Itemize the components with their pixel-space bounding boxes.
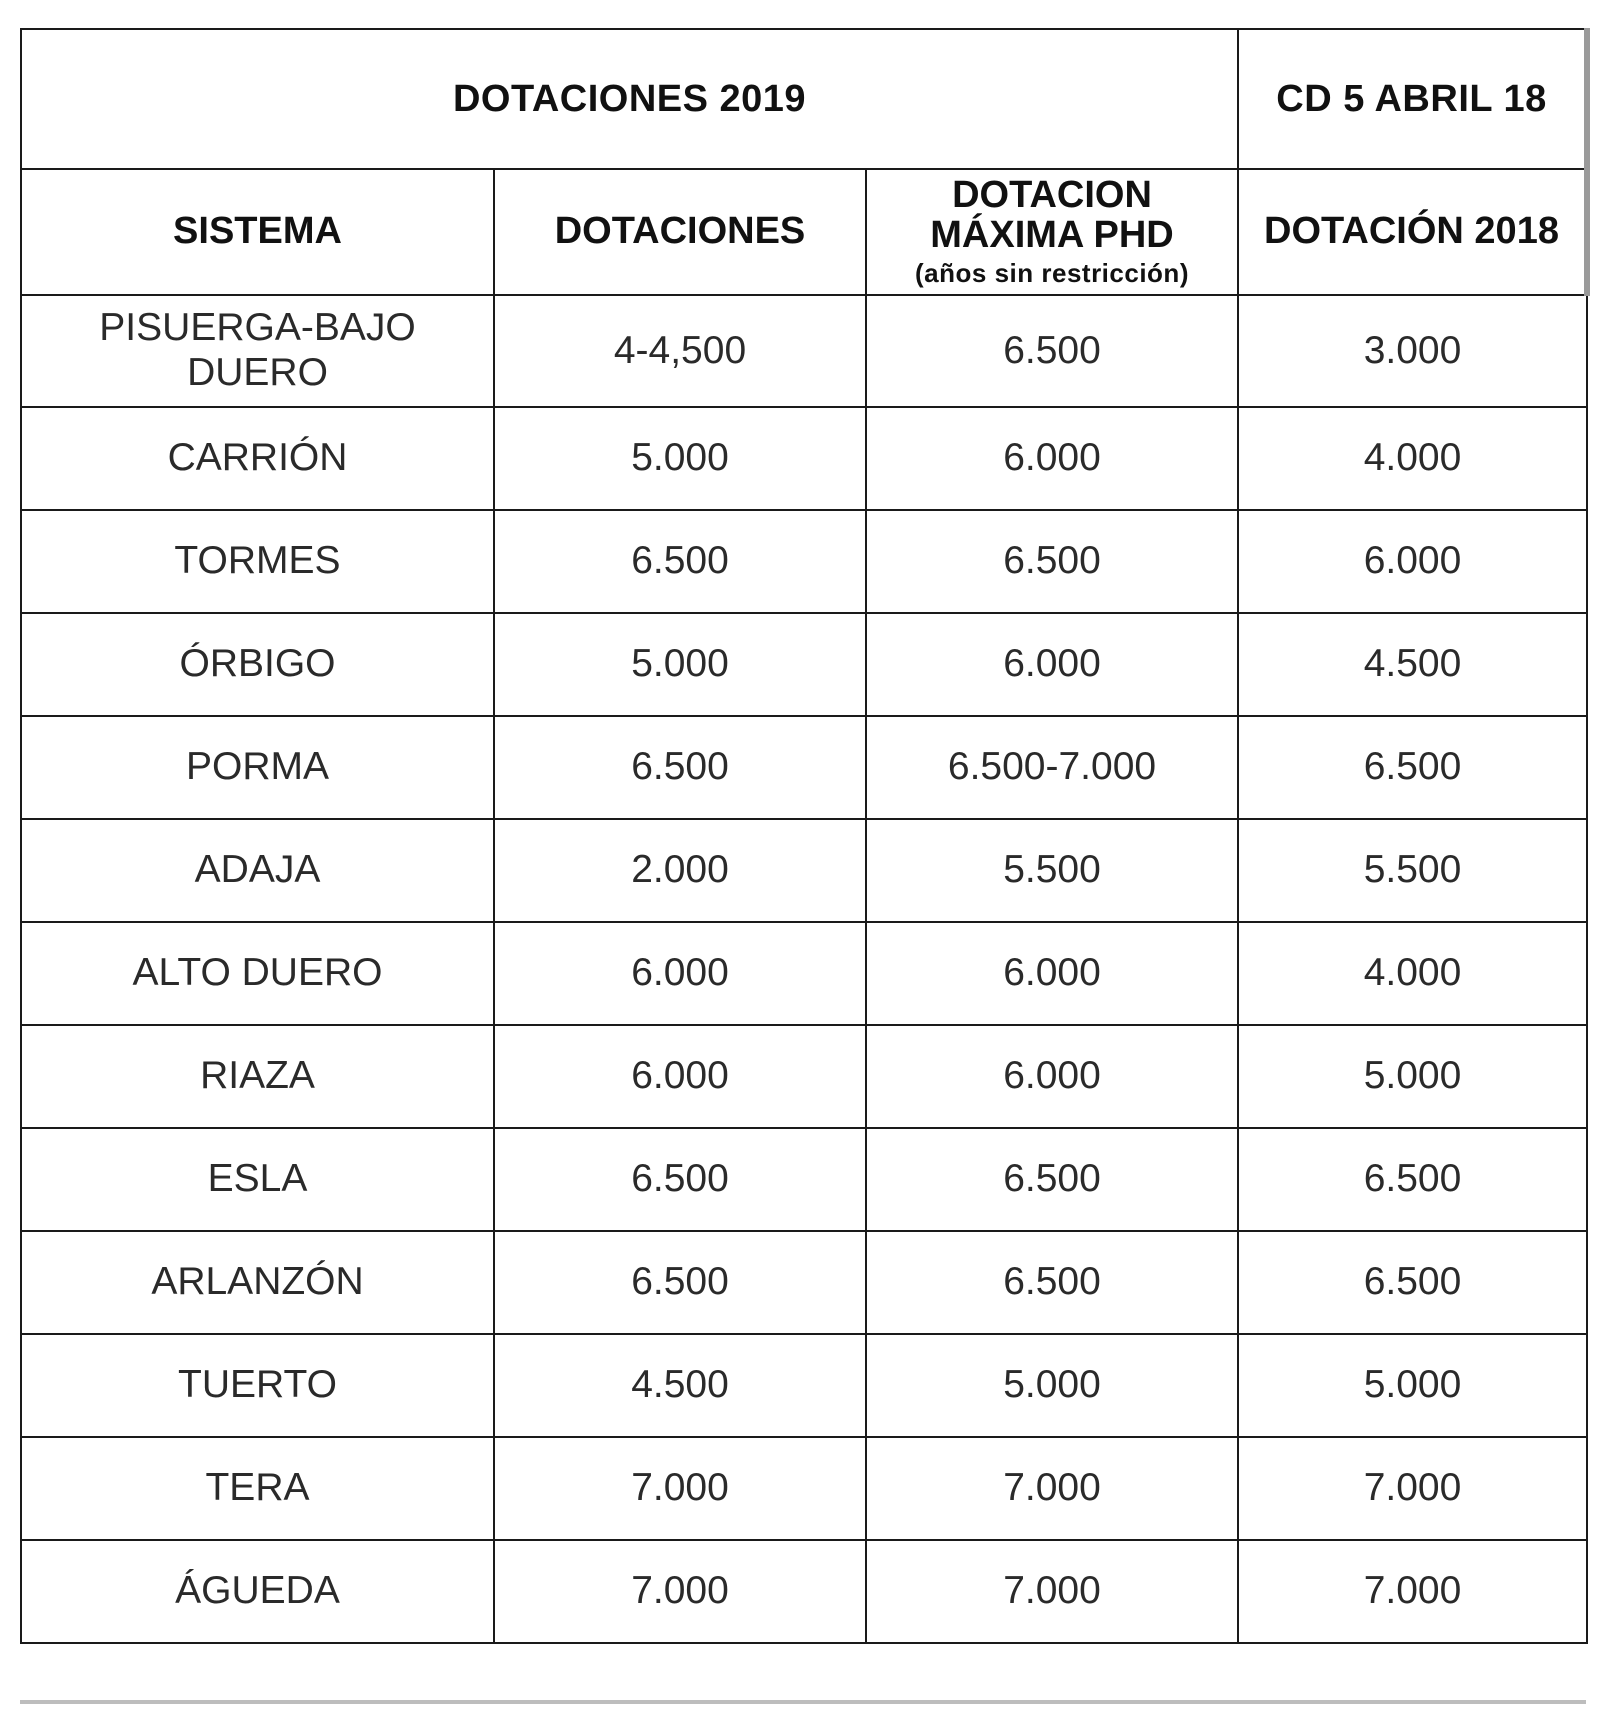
cell-dotaciones: 4.500 <box>494 1334 866 1437</box>
cell-dotaciones: 5.000 <box>494 407 866 510</box>
cell-dotaciones: 4-4,500 <box>494 295 866 407</box>
table-row <box>21 613 1587 716</box>
table-row <box>21 922 1587 1025</box>
table-row <box>21 1334 1587 1437</box>
cell-dotacion-2018: 6.500 <box>1238 1128 1587 1231</box>
cell-dotacion-2018: 6.500 <box>1238 716 1587 819</box>
cell-sistema-line1: ESLA <box>207 1157 308 1201</box>
cell-sistema <box>21 716 494 819</box>
cell-sistema <box>21 510 494 613</box>
cell-dotacion-2018: 4.500 <box>1238 613 1587 716</box>
header-dotacion-maxima-line2: MÁXIMA PHD <box>930 214 1174 257</box>
cell-sistema-line1: ADAJA <box>194 848 321 892</box>
cell-sistema <box>21 819 494 922</box>
cell-dotacion-maxima: 6.000 <box>866 922 1238 1025</box>
header-dotacion-2018: DOTACIÓN 2018 <box>1238 169 1587 295</box>
cell-dotaciones: 6.500 <box>494 1128 866 1231</box>
cell-sistema <box>21 1540 494 1643</box>
cell-dotaciones: 6.000 <box>494 922 866 1025</box>
cell-dotaciones: 7.000 <box>494 1540 866 1643</box>
cell-sistema-line1: ÓRBIGO <box>179 642 336 686</box>
cell-dotaciones: 6.000 <box>494 1025 866 1128</box>
header-dotacion-maxima <box>866 169 1238 295</box>
table-row <box>21 716 1587 819</box>
cell-dotaciones: 2.000 <box>494 819 866 922</box>
table-title-left: DOTACIONES 2019 <box>21 29 1238 169</box>
table-body <box>21 295 1587 1643</box>
cell-dotacion-maxima: 6.000 <box>866 613 1238 716</box>
cell-dotaciones: 6.500 <box>494 510 866 613</box>
cell-dotacion-2018: 6.500 <box>1238 1231 1587 1334</box>
table-row <box>21 1231 1587 1334</box>
cell-sistema <box>21 1231 494 1334</box>
cell-sistema <box>21 922 494 1025</box>
cell-sistema-line2: DUERO <box>187 351 328 394</box>
table-title-right: CD 5 ABRIL 18 <box>1238 29 1587 169</box>
cell-sistema <box>21 407 494 510</box>
table-row <box>21 407 1587 510</box>
cell-dotacion-maxima: 6.000 <box>866 1025 1238 1128</box>
cell-dotaciones: 5.000 <box>494 613 866 716</box>
cell-dotacion-2018: 6.000 <box>1238 510 1587 613</box>
cell-sistema <box>21 1437 494 1540</box>
cell-sistema-line1: CARRIÓN <box>167 436 348 480</box>
cell-sistema-line1: PORMA <box>185 745 329 789</box>
table-row <box>21 1540 1587 1643</box>
cell-dotacion-maxima: 6.000 <box>866 407 1238 510</box>
cell-dotacion-maxima: 5.000 <box>866 1334 1238 1437</box>
header-dotaciones: DOTACIONES <box>494 169 866 295</box>
cell-dotacion-maxima: 6.500 <box>866 1231 1238 1334</box>
cell-dotacion-2018: 4.000 <box>1238 407 1587 510</box>
table-row <box>21 1437 1587 1540</box>
header-row <box>21 169 1587 295</box>
cell-dotacion-2018: 5.500 <box>1238 819 1587 922</box>
cell-sistema-line1: ALTO DUERO <box>132 951 383 995</box>
cell-dotacion-2018: 3.000 <box>1238 295 1587 407</box>
cell-sistema-line1: ARLANZÓN <box>151 1260 364 1304</box>
table-bottom-shadow <box>20 1700 1586 1704</box>
cell-dotacion-maxima: 7.000 <box>866 1437 1238 1540</box>
cell-sistema <box>21 1025 494 1128</box>
cell-dotaciones: 6.500 <box>494 716 866 819</box>
cell-sistema <box>21 1128 494 1231</box>
cell-dotacion-maxima: 6.500 <box>866 1128 1238 1231</box>
cell-sistema <box>21 613 494 716</box>
table-row <box>21 819 1587 922</box>
table-row <box>21 510 1587 613</box>
cell-dotaciones: 6.500 <box>494 1231 866 1334</box>
cell-dotaciones: 7.000 <box>494 1437 866 1540</box>
cell-dotacion-2018: 7.000 <box>1238 1437 1587 1540</box>
table-row <box>21 1128 1587 1231</box>
cell-dotacion-2018: 5.000 <box>1238 1334 1587 1437</box>
cell-sistema-line1: TORMES <box>174 539 341 583</box>
header-sistema: SISTEMA <box>21 169 494 295</box>
cell-dotacion-maxima: 7.000 <box>866 1540 1238 1643</box>
dotaciones-table-container <box>20 28 1586 1644</box>
cell-sistema-line1: TERA <box>205 1466 310 1510</box>
cell-dotacion-2018: 7.000 <box>1238 1540 1587 1643</box>
table-row <box>21 1025 1587 1128</box>
cell-dotacion-maxima: 6.500 <box>866 510 1238 613</box>
dotaciones-table <box>20 28 1590 1644</box>
table-row <box>21 295 1587 407</box>
title-row <box>21 29 1587 169</box>
cell-dotacion-maxima: 6.500 <box>866 295 1238 407</box>
cell-sistema <box>21 295 494 407</box>
header-dotacion-maxima-line1: DOTACION <box>952 174 1152 217</box>
cell-dotacion-2018: 4.000 <box>1238 922 1587 1025</box>
cell-dotacion-maxima: 6.500-7.000 <box>866 716 1238 819</box>
header-dotacion-maxima-sub: (años sin restricción) <box>915 258 1189 289</box>
cell-sistema-line1: ÁGUEDA <box>175 1569 340 1613</box>
cell-sistema <box>21 1334 494 1437</box>
cell-sistema-line1: PISUERGA-BAJO <box>99 306 416 350</box>
cell-dotacion-maxima: 5.500 <box>866 819 1238 922</box>
cell-sistema-line1: RIAZA <box>200 1054 315 1098</box>
cell-sistema-line1: TUERTO <box>178 1363 337 1407</box>
cell-dotacion-2018: 5.000 <box>1238 1025 1587 1128</box>
